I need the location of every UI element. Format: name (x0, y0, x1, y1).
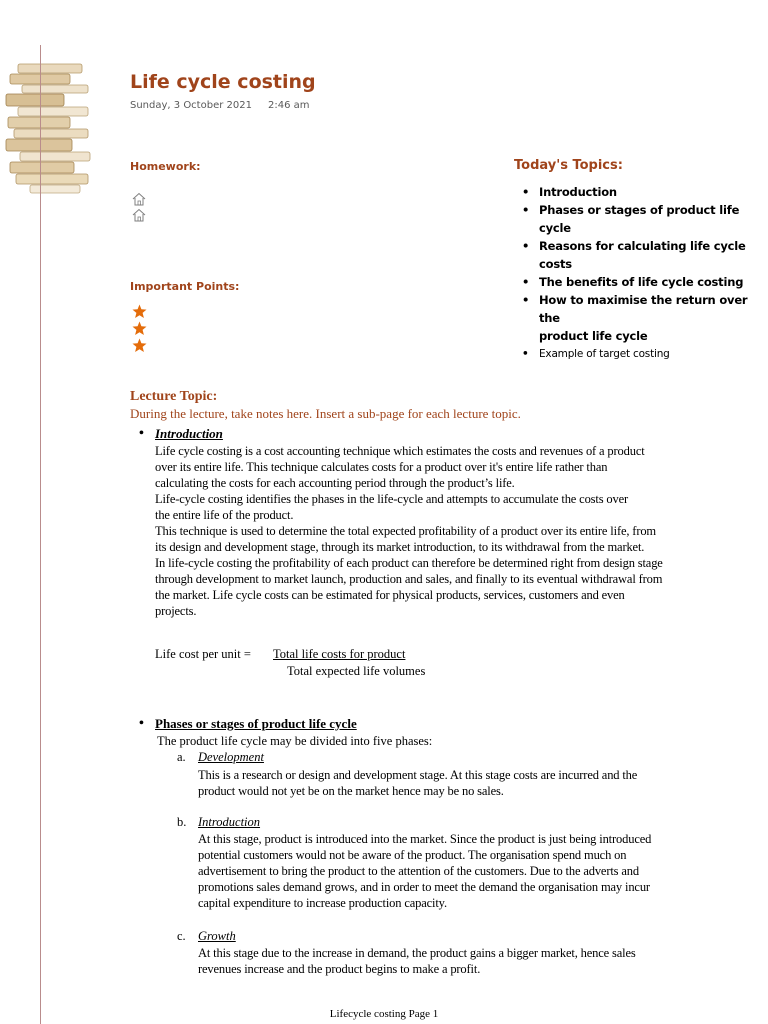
star-icon (132, 338, 147, 353)
text-line: In life-cycle costing the profitability of each product can therefore be determined right from design stage (155, 556, 663, 570)
text-line: This technique is used to determine the total expected profitability of a product over its entire life, from (155, 524, 657, 538)
topic-item: • Reasons for calculating life cycle costs (522, 237, 768, 273)
text-line: Life cycle costing is a cost accounting technique which estimates the costs and revenues of a product (155, 444, 645, 458)
intro-heading: Introduction (155, 426, 223, 441)
homework-label: Homework: (130, 160, 201, 173)
phases-heading: Phases or stages of product life cycle (155, 716, 357, 731)
todays-topics-label: Today's Topics: (514, 158, 623, 173)
page-footer: Lifecycle costing Page 1 (329, 1008, 439, 1020)
page-title: Life cycle costing (130, 71, 316, 93)
phase-text (198, 945, 758, 977)
book-stack-illustration (0, 60, 100, 195)
star-icon (132, 304, 147, 319)
margin-line (40, 45, 41, 1024)
intro-paragraph (155, 443, 760, 619)
phases-intro: The product life cycle may be divided into five phases: (157, 734, 433, 748)
phase-text (198, 767, 758, 799)
topic-item: • The benefits of life cycle costing (522, 273, 768, 291)
text-line: the entire life of the product. (155, 508, 294, 522)
text-line: This is a research or design and development stage. At this stage costs are incurred and the (198, 768, 638, 782)
text-line: the market. Life cycle costs can be estimated for physical products, services, customers and even (155, 588, 625, 602)
phase-title: Growth (198, 929, 236, 943)
text-line: its design and development stage, through its market introduction, to its withdrawal from the market. (155, 540, 645, 554)
star-icon (132, 321, 147, 336)
text-line: over its entire life. This technique calculates costs for a product over it's entire life rather than (155, 460, 608, 474)
text-line: projects. (155, 604, 197, 618)
text-line: product would not yet be on the market hence may be no sales. (198, 784, 504, 798)
topic-item: • Introduction (522, 183, 768, 201)
phase-text (198, 831, 758, 911)
text-line: through development to market launch, production and sales, and finally to its eventual withdrawal from (155, 572, 663, 586)
text-line: At this stage, product is introduced into the market. Since the product is just being introduced (198, 832, 652, 846)
topics-list (522, 183, 768, 363)
house-icon (132, 208, 146, 222)
formula-label: Life cost per unit = (155, 647, 251, 661)
phase-label: c. (177, 929, 186, 943)
phase-label: b. (177, 815, 187, 829)
text-line: calculating the costs for each accounting period through the product’s life. (155, 476, 515, 490)
phase-label: a. (177, 750, 186, 764)
text-line: advertisement to bring the product to the attention of the customers. Due to the adverts and (198, 864, 639, 878)
text-line: potential customers would not be aware of the product. The organisation spend much on (198, 848, 627, 862)
lecture-topic-heading: Lecture Topic: (130, 389, 218, 404)
text-line: At this stage due to the increase in demand, the product gains a bigger market, hence sales (198, 946, 636, 960)
text-line: Life-cycle costing identifies the phases in the life-cycle and attempts to accumulate the costs over (155, 492, 629, 506)
important-points-label: Important Points: (130, 280, 240, 293)
page-time: 2:46 am (268, 100, 310, 111)
page-date: Sunday, 3 October 2021 (130, 100, 252, 111)
house-icon (132, 192, 146, 206)
phase-title: Development (198, 750, 264, 764)
text-line: capital expenditure to increase production capacity. (198, 896, 447, 910)
phase-title: Introduction (198, 815, 261, 829)
topic-item-continuation: product life cycle (539, 329, 648, 343)
bullet-marker: • (139, 426, 144, 441)
formula-numerator: Total life costs for product (273, 647, 406, 661)
lecture-instructions: During the lecture, take notes here. Insert a sub-page for each lecture topic. (130, 406, 521, 421)
text-line: revenues increase and the product begins to make a profit. (198, 962, 481, 976)
text-line: promotions sales demand grows, and in order to meet the demand the organisation may incur (198, 880, 650, 894)
topic-item: • Example of target costing (522, 345, 768, 363)
bullet-marker: • (139, 716, 144, 731)
formula-denominator: Total expected life volumes (287, 664, 426, 678)
topic-item: • How to maximise the return over the (522, 291, 768, 327)
topic-item: • Phases or stages of product life cycle (522, 201, 768, 237)
